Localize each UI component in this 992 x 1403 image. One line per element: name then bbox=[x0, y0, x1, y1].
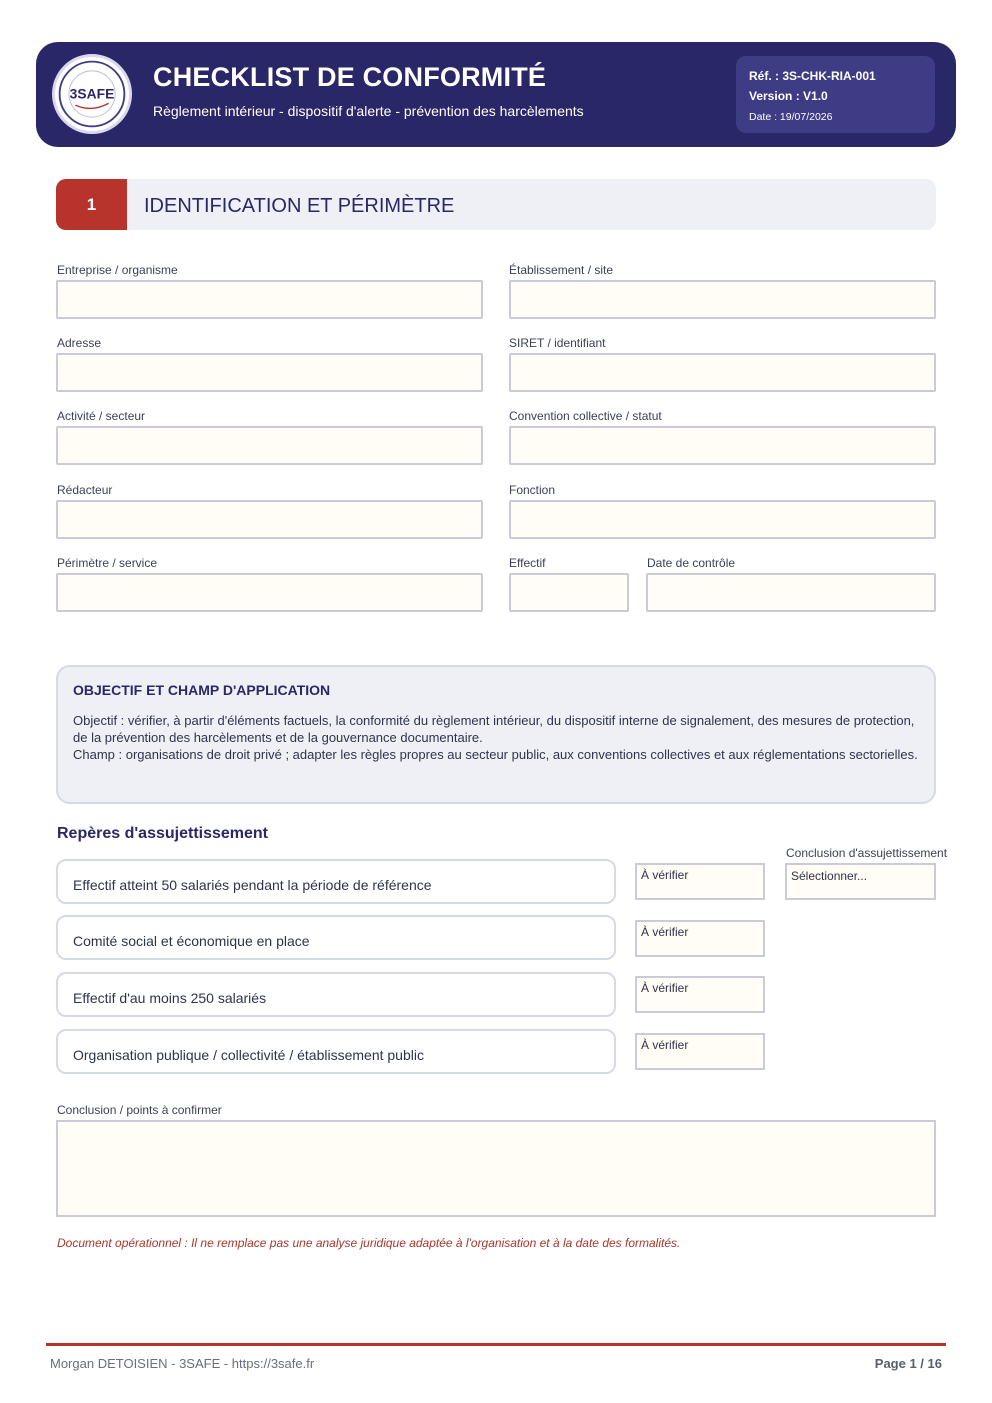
document-subtitle: Règlement intérieur - dispositif d'alerte - prévention des harcèlements bbox=[153, 103, 584, 119]
footer-author: Morgan DETOISIEN - 3SAFE - https://3safe.fr bbox=[50, 1356, 315, 1371]
reperes-title: Repères d'assujettissement bbox=[57, 825, 269, 842]
assujettissement-conclusion-label: Conclusion d'assujettissement bbox=[786, 846, 948, 860]
entreprise-label: Entreprise / organisme bbox=[57, 263, 178, 277]
criterion-label: Effectif d'au moins 250 salariés bbox=[73, 990, 267, 1006]
footer-divider bbox=[46, 1343, 946, 1346]
document-date: Date : 19/07/2026 bbox=[749, 111, 833, 123]
redacteur-label: Rédacteur bbox=[57, 483, 113, 497]
section-header bbox=[56, 179, 936, 230]
objective-text: Objectif : vérifier, à partir d'éléments factuels, la conformité du règlement intérieur, du dispositif interne de signalement, des mesures de protection, de la prévention des harcèlements et de la gouvernance documentaire. bbox=[73, 713, 915, 745]
criterion-status-select[interactable]: À vérifier bbox=[635, 1033, 765, 1070]
effectif-label: Effectif bbox=[509, 556, 546, 570]
document-title: CHECKLIST DE CONFORMITÉ bbox=[153, 62, 547, 92]
convention-label: Convention collective / statut bbox=[509, 409, 662, 423]
date-controle-label: Date de contrôle bbox=[647, 556, 736, 570]
adresse-field[interactable] bbox=[56, 353, 483, 392]
perimetre-field[interactable] bbox=[56, 573, 483, 612]
objective-panel bbox=[56, 665, 936, 804]
entreprise-field[interactable] bbox=[56, 280, 483, 319]
conclusion-label: Conclusion / points à confirmer bbox=[57, 1103, 222, 1117]
effectif-field[interactable] bbox=[509, 573, 629, 612]
page-number: Page 1 / 16 bbox=[874, 1356, 942, 1371]
document-version: Version : V1.0 bbox=[749, 89, 828, 103]
criterion-status-select[interactable]: À vérifier bbox=[635, 863, 765, 900]
disclaimer-note: Document opérationnel : Il ne remplace pas une analyse juridique adaptée à l'organisation et à la date des formalités. bbox=[57, 1236, 681, 1250]
fonction-field[interactable] bbox=[509, 500, 936, 539]
assujettissement-conclusion-select[interactable]: Sélectionner... bbox=[785, 863, 936, 900]
criterion-label: Organisation publique / collectivité / établissement public bbox=[73, 1047, 424, 1063]
fonction-label: Fonction bbox=[509, 483, 556, 497]
conclusion-textarea[interactable] bbox=[56, 1120, 936, 1217]
section-number: 1 bbox=[56, 179, 127, 230]
activite-label: Activité / secteur bbox=[57, 409, 146, 423]
criterion-label: Effectif atteint 50 salariés pendant la période de référence bbox=[73, 877, 432, 893]
criterion-row bbox=[56, 859, 616, 904]
scope-text: Champ : organisations de droit privé ; adapter les règles propres au secteur public, aux conventions collectives et aux réglementations sectorielles. bbox=[73, 747, 918, 762]
criterion-row bbox=[56, 972, 616, 1017]
adresse-label: Adresse bbox=[57, 336, 102, 350]
perimetre-label: Périmètre / service bbox=[57, 556, 158, 570]
criterion-status-select[interactable]: À vérifier bbox=[635, 976, 765, 1013]
etablissement-label: Établissement / site bbox=[509, 263, 614, 277]
section-title: IDENTIFICATION ET PÉRIMÈTRE bbox=[144, 195, 455, 217]
document-header bbox=[36, 42, 956, 147]
etablissement-field[interactable] bbox=[509, 280, 936, 319]
date-controle-field[interactable] bbox=[646, 573, 936, 612]
criterion-row bbox=[56, 1029, 616, 1074]
objective-title: OBJECTIF ET CHAMP D'APPLICATION bbox=[73, 682, 331, 698]
document-meta-box bbox=[736, 56, 935, 133]
document-reference: Réf. : 3S-CHK-RIA-001 bbox=[749, 69, 876, 83]
redacteur-field[interactable] bbox=[56, 500, 483, 539]
company-logo bbox=[52, 54, 132, 134]
siret-field[interactable] bbox=[509, 353, 936, 392]
criterion-row bbox=[56, 915, 616, 960]
criterion-status-select[interactable]: À vérifier bbox=[635, 920, 765, 957]
activite-field[interactable] bbox=[56, 426, 483, 465]
convention-field[interactable] bbox=[509, 426, 936, 465]
siret-label: SIRET / identifiant bbox=[509, 336, 606, 350]
criterion-label: Comité social et économique en place bbox=[73, 933, 310, 949]
logo-text: 3SAFE bbox=[69, 85, 115, 102]
